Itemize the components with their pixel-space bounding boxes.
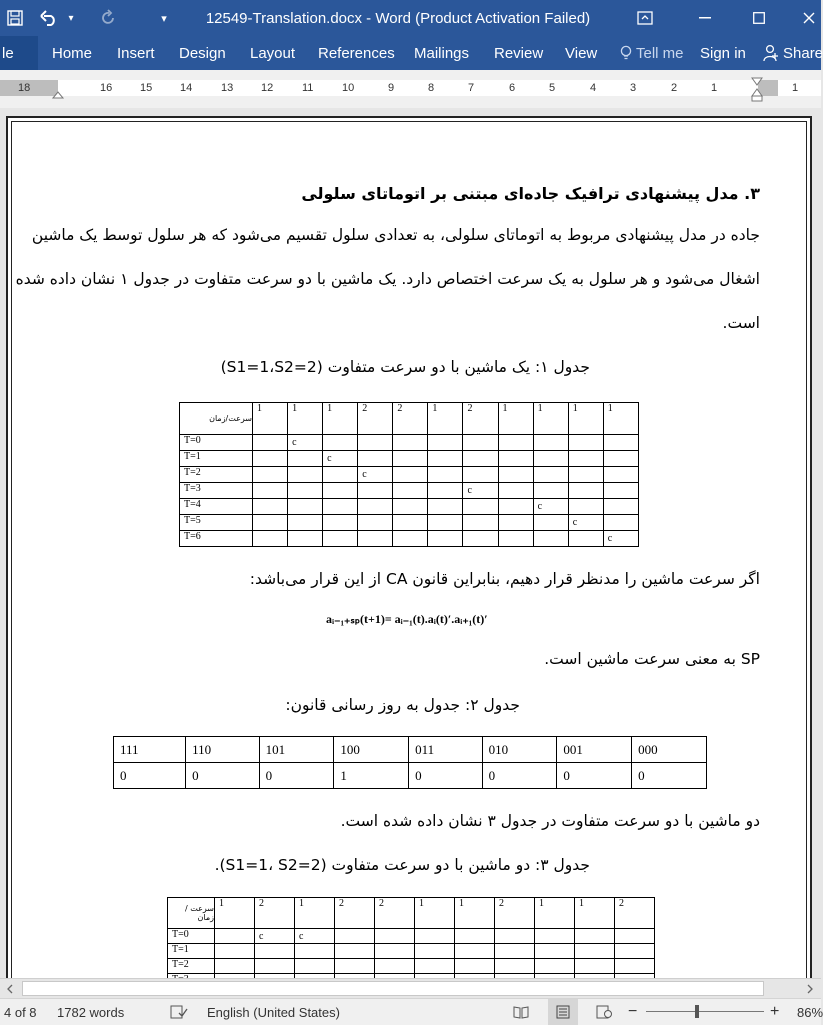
grid-cell: [463, 467, 498, 483]
grid-cell: [415, 959, 455, 974]
grid-cell: [533, 483, 568, 499]
web-layout-icon[interactable]: [596, 999, 612, 1025]
grid-cell: [288, 499, 323, 515]
grid-cell: [255, 959, 295, 974]
grid-cell: [253, 483, 288, 499]
ruler-label: 6: [509, 82, 516, 94]
grid-cell: [498, 515, 533, 531]
page-count[interactable]: 4 of 8: [4, 1004, 37, 1020]
speed-header-cell: 1: [455, 898, 495, 929]
formula: aᵢ₋₁₊ₛₚ(t+1)= aᵢ₋₁(t).aᵢ(t)′.aᵢ₊₁(t)′: [326, 612, 488, 626]
grid-cell: [375, 929, 415, 944]
grid-cell: [455, 929, 495, 944]
grid-cell: [323, 499, 358, 515]
grid-cell: [358, 451, 393, 467]
lightbulb-icon: [620, 45, 632, 61]
ruler-label: 15: [140, 82, 153, 94]
rule-value-cell: 0: [482, 763, 557, 789]
ruler-label: 9: [388, 82, 395, 94]
grid-cell: [615, 959, 655, 974]
word-count[interactable]: 1782 words: [57, 1004, 125, 1020]
window-title: 12549-Translation.docx - Word (Product Activation Failed): [205, 9, 591, 27]
grid-cell: [393, 467, 428, 483]
scroll-left-icon[interactable]: [6, 984, 14, 994]
ruler-label: 18: [18, 82, 31, 94]
status-bar: [0, 998, 821, 1025]
table2: [113, 736, 707, 789]
title-bar: [0, 0, 821, 36]
grid-cell: [415, 929, 455, 944]
zoom-level[interactable]: 86%: [797, 1004, 823, 1020]
rule-pattern-cell: 111: [114, 737, 186, 763]
speed-header-cell: 2: [358, 403, 393, 435]
table-row: [168, 944, 655, 959]
grid-cell: [535, 944, 575, 959]
grid-cell: [253, 435, 288, 451]
time-cell: T=2: [168, 959, 215, 974]
grid-cell: [428, 467, 463, 483]
minimize-icon[interactable]: [690, 0, 720, 36]
grid-cell: [428, 435, 463, 451]
tell-me-box[interactable]: [620, 36, 684, 70]
tab-layout[interactable]: Layout: [250, 44, 296, 62]
grid-cell: [288, 467, 323, 483]
sign-in-link[interactable]: Sign in: [700, 44, 746, 62]
time-cell: T=5: [180, 515, 253, 531]
table-header-row: [180, 403, 639, 435]
grid-cell: [463, 435, 498, 451]
grid-cell: [393, 515, 428, 531]
save-icon[interactable]: [0, 0, 30, 36]
rule-pattern-cell: 101: [259, 737, 334, 763]
tab-insert[interactable]: Insert: [117, 44, 155, 62]
grid-cell: [603, 515, 638, 531]
grid-cell: c: [288, 435, 323, 451]
speed-header-cell: 1: [428, 403, 463, 435]
horizontal-ruler[interactable]: [0, 70, 821, 109]
grid-cell: [215, 944, 255, 959]
scroll-right-icon[interactable]: [806, 984, 814, 994]
grid-cell: [575, 929, 615, 944]
language-indicator[interactable]: English (United States): [207, 1004, 340, 1020]
grid-cell: [495, 959, 535, 974]
speed-header-cell: 1: [535, 898, 575, 929]
ruler-label: 8: [428, 82, 435, 94]
grid-cell: [288, 531, 323, 547]
section-heading: ۳. مدل پیشنهادی ترافیک جاده‌ای مبتنی بر اتوماتای سلولی: [301, 184, 760, 203]
time-cell: T=0: [168, 929, 215, 944]
zoom-out-icon[interactable]: −: [628, 1003, 638, 1020]
table-row: [168, 959, 655, 974]
grid-cell: [393, 451, 428, 467]
tab-file[interactable]: le: [0, 36, 38, 70]
grid-cell: [335, 959, 375, 974]
grid-cell: [428, 451, 463, 467]
rule-pattern-cell: 100: [334, 737, 409, 763]
tab-design[interactable]: Design: [179, 44, 226, 62]
undo-icon[interactable]: [36, 0, 62, 36]
horizontal-scrollbar[interactable]: [0, 978, 821, 999]
grid-cell: [358, 435, 393, 451]
grid-cell: [428, 483, 463, 499]
speed-header-cell: 2: [255, 898, 295, 929]
maximize-icon[interactable]: [744, 0, 774, 36]
paragraph-two-cars: دو ماشین با دو سرعت متفاوت در جدول ۳ نشان داده شده است.: [340, 812, 760, 830]
speed-header-cell: 1: [568, 403, 603, 435]
table-row: [180, 515, 639, 531]
paragraph-ca-rule: اگر سرعت ماشین را مدنظر قرار دهیم، بنابراین قانون CA از این قرار می‌باشد:: [249, 570, 760, 588]
time-cell: T=2: [180, 467, 253, 483]
grid-cell: [428, 499, 463, 515]
grid-cell: [498, 531, 533, 547]
grid-cell: [463, 499, 498, 515]
grid-cell: [603, 451, 638, 467]
speed-header-cell: 1: [215, 898, 255, 929]
grid-cell: [323, 515, 358, 531]
rule-pattern-cell: 110: [186, 737, 259, 763]
ruler-label: 13: [221, 82, 234, 94]
grid-cell: [533, 467, 568, 483]
tab-review[interactable]: Review: [494, 44, 544, 62]
grid-cell: [295, 959, 335, 974]
grid-cell: [568, 531, 603, 547]
grid-cell: [498, 435, 533, 451]
grid-cell: [533, 435, 568, 451]
zoom-slider[interactable]: [646, 999, 764, 1025]
speed-header-cell: 1: [603, 403, 638, 435]
grid-cell: [603, 467, 638, 483]
grid-cell: [393, 483, 428, 499]
time-cell: T=1: [180, 451, 253, 467]
ruler-label: 1: [711, 82, 718, 94]
share-label: Share: [783, 44, 823, 62]
undo-dropdown-icon[interactable]: ▾: [68, 12, 74, 24]
grid-cell: [603, 483, 638, 499]
rule-value-cell: 0: [186, 763, 259, 789]
grid-cell: [498, 499, 533, 515]
ribbon-tab-bar: [0, 36, 821, 70]
grid-cell: [358, 531, 393, 547]
ruler-label: 4: [590, 82, 597, 94]
time-cell: T=1: [168, 944, 215, 959]
table-header-row: [168, 898, 655, 929]
table-row: [168, 929, 655, 944]
grid-cell: [463, 451, 498, 467]
grid-cell: [575, 944, 615, 959]
right-indent-marker-icon[interactable]: [750, 76, 764, 102]
speed-header-cell: 1: [295, 898, 335, 929]
table-row: [180, 467, 639, 483]
rule-value-cell: 0: [114, 763, 186, 789]
time-cell: T=4: [180, 499, 253, 515]
proofing-icon[interactable]: [170, 999, 188, 1025]
speed-header-cell: 2: [375, 898, 415, 929]
tab-references[interactable]: References: [318, 44, 395, 62]
redo-icon[interactable]: [96, 0, 120, 36]
grid-cell: [603, 499, 638, 515]
grid-cell: [455, 959, 495, 974]
ruler-label: 3: [630, 82, 637, 94]
person-add-icon: [762, 44, 780, 62]
paragraph-line: اشغال می‌شود و هر سلول به یک سرعت اختصاص دارد. یک ماشین با دو سرعت متفاوت در جدول ۱ نشان داده شده: [15, 270, 760, 288]
paragraph-sp: SP به معنی سرعت ماشین است.: [544, 650, 760, 668]
grid-cell: [253, 499, 288, 515]
rule-value-cell: 0: [632, 763, 707, 789]
grid-cell: [535, 929, 575, 944]
speed-header-cell: 2: [463, 403, 498, 435]
paragraph-line: است.: [722, 314, 760, 332]
scrollbar-thumb[interactable]: [22, 981, 764, 996]
grid-cell: [358, 515, 393, 531]
tab-view[interactable]: View: [565, 44, 598, 62]
table-row: [180, 435, 639, 451]
rule-pattern-cell: 001: [557, 737, 632, 763]
grid-cell: [335, 944, 375, 959]
table3: [167, 897, 655, 989]
grid-cell: c: [255, 929, 295, 944]
ruler-label: 11: [302, 82, 314, 94]
grid-cell: [568, 499, 603, 515]
ruler-label: 14: [180, 82, 193, 94]
grid-cell: [288, 483, 323, 499]
customize-qat-icon[interactable]: ▾: [161, 11, 167, 25]
rule-value-cell: 0: [409, 763, 482, 789]
grid-cell: [323, 467, 358, 483]
grid-cell: [498, 451, 533, 467]
grid-cell: [533, 531, 568, 547]
tell-me-label: Tell me: [636, 44, 684, 62]
speed-header-cell: 2: [393, 403, 428, 435]
speed-header-cell: 1: [323, 403, 358, 435]
zoom-in-icon[interactable]: +: [770, 1003, 780, 1020]
speed-header-cell: 1: [498, 403, 533, 435]
grid-cell: [393, 499, 428, 515]
grid-cell: [533, 451, 568, 467]
grid-cell: [288, 451, 323, 467]
rule-pattern-cell: 010: [482, 737, 557, 763]
ruler-label: 7: [468, 82, 475, 94]
grid-cell: [463, 531, 498, 547]
grid-cell: c: [463, 483, 498, 499]
grid-cell: [535, 959, 575, 974]
grid-cell: [568, 483, 603, 499]
table-header-row: [114, 737, 707, 763]
document-area[interactable]: [0, 108, 821, 978]
rule-value-cell: 1: [334, 763, 409, 789]
rule-pattern-cell: 011: [409, 737, 482, 763]
grid-cell: [375, 944, 415, 959]
zoom-slider-thumb[interactable]: [695, 1005, 699, 1018]
grid-cell: [253, 515, 288, 531]
grid-cell: [568, 451, 603, 467]
ruler-label: 1: [792, 82, 799, 94]
table1: [179, 402, 639, 547]
close-icon[interactable]: [796, 0, 821, 36]
table-corner-cell: سرعت / زمان: [168, 898, 215, 929]
table2-caption: جدول ۲: جدول به روز رسانی قانون:: [285, 696, 520, 714]
grid-cell: c: [323, 451, 358, 467]
ruler-label: 5: [549, 82, 556, 94]
grid-cell: [288, 515, 323, 531]
grid-cell: [568, 467, 603, 483]
grid-cell: [615, 929, 655, 944]
grid-cell: [215, 929, 255, 944]
speed-header-cell: 2: [335, 898, 375, 929]
table3-caption: جدول ۳: دو ماشین با دو سرعت متفاوت (S1=1، S2=2).: [214, 856, 590, 874]
grid-cell: [358, 483, 393, 499]
time-cell: T=3: [180, 483, 253, 499]
tab-home[interactable]: Home: [52, 44, 93, 62]
table-corner-cell: سرعت/زمان: [180, 403, 253, 435]
speed-header-cell: 1: [415, 898, 455, 929]
rule-value-cell: 0: [259, 763, 334, 789]
grid-cell: [495, 944, 535, 959]
ruler-label: 12: [261, 82, 274, 94]
grid-cell: [393, 531, 428, 547]
table1-caption: جدول ۱: یک ماشین با دو سرعت متفاوت (S1=1،S2=2): [220, 358, 590, 376]
tab-mailings[interactable]: Mailings: [414, 44, 470, 62]
grid-cell: c: [533, 499, 568, 515]
speed-header-cell: 2: [615, 898, 655, 929]
speed-header-cell: 1: [533, 403, 568, 435]
grid-cell: [215, 959, 255, 974]
grid-cell: [253, 467, 288, 483]
document-page[interactable]: [6, 116, 812, 1016]
grid-cell: [323, 531, 358, 547]
grid-cell: [358, 499, 393, 515]
grid-cell: [295, 944, 335, 959]
grid-cell: [335, 929, 375, 944]
table-row: [180, 483, 639, 499]
paragraph-line: جاده در مدل پیشنهادی مربوط به اتوماتای سلولی، به تعدادی سلول تقسیم می‌شود که هر سلول توسط یک ماشین: [31, 226, 760, 244]
rule-value-cell: 0: [557, 763, 632, 789]
grid-cell: [568, 435, 603, 451]
grid-cell: [533, 515, 568, 531]
rule-pattern-cell: 000: [632, 737, 707, 763]
table-row: [180, 531, 639, 547]
page-border: [11, 121, 807, 1014]
share-button[interactable]: [762, 36, 823, 70]
ribbon-display-options-icon[interactable]: [630, 0, 660, 36]
grid-cell: [603, 435, 638, 451]
table-row: [180, 499, 639, 515]
print-layout-icon[interactable]: [548, 999, 578, 1025]
grid-cell: [455, 944, 495, 959]
table-row: [180, 451, 639, 467]
table-row: [114, 763, 707, 789]
grid-cell: [498, 483, 533, 499]
ruler-label: 2: [671, 82, 678, 94]
grid-cell: c: [295, 929, 335, 944]
grid-cell: [255, 944, 295, 959]
ruler-label: 16: [100, 82, 113, 94]
speed-header-cell: 1: [575, 898, 615, 929]
speed-header-cell: 2: [495, 898, 535, 929]
grid-cell: c: [603, 531, 638, 547]
grid-cell: c: [568, 515, 603, 531]
time-cell: T=6: [180, 531, 253, 547]
grid-cell: [393, 435, 428, 451]
grid-cell: [495, 929, 535, 944]
grid-cell: c: [358, 467, 393, 483]
grid-cell: [428, 515, 463, 531]
speed-header-cell: 1: [253, 403, 288, 435]
grid-cell: [323, 483, 358, 499]
grid-cell: [253, 531, 288, 547]
grid-cell: [463, 515, 498, 531]
grid-cell: [415, 944, 455, 959]
ruler-label: 10: [342, 82, 355, 94]
grid-cell: [498, 467, 533, 483]
grid-cell: [615, 944, 655, 959]
grid-cell: [375, 959, 415, 974]
left-indent-marker-icon[interactable]: [52, 78, 64, 100]
speed-header-cell: 1: [288, 403, 323, 435]
grid-cell: [323, 435, 358, 451]
grid-cell: [253, 451, 288, 467]
ruler-strip: [0, 80, 821, 96]
grid-cell: [428, 531, 463, 547]
grid-cell: [575, 959, 615, 974]
time-cell: T=0: [180, 435, 253, 451]
read-mode-icon[interactable]: [513, 999, 529, 1025]
